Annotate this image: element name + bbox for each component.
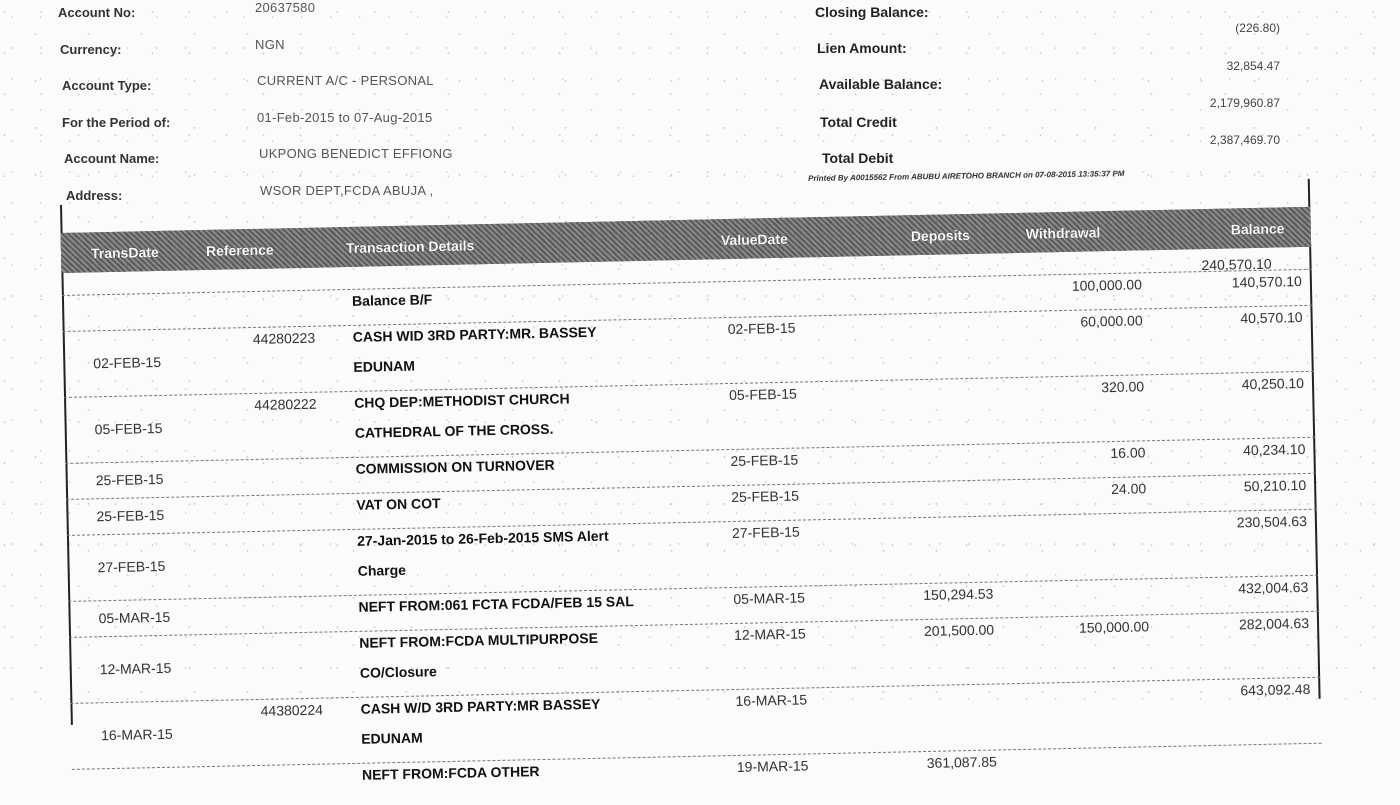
- cell-value-date: 05-MAR-15: [733, 589, 806, 607]
- cell-deposit: [842, 520, 992, 523]
- header-details: Transaction Details: [345, 237, 475, 257]
- cell-balance: 432,004.63: [1238, 578, 1309, 597]
- cell-details-line: VAT ON COT: [356, 495, 441, 513]
- account-field-value: CURRENT A/C - PERSONAL: [257, 73, 434, 88]
- cell-details-line: EDUNAM: [361, 729, 423, 747]
- cell-details-line: NEFT FROM:FCDA MULTIPURPOSE: [359, 629, 599, 651]
- account-field-label: Account Name:: [64, 151, 160, 166]
- header-reference: Reference: [205, 241, 274, 259]
- cell-details-line: EDUNAM: [353, 357, 416, 375]
- cell-balance: 140,570.10: [1231, 273, 1303, 291]
- account-field-label: Currency:: [60, 41, 122, 57]
- cell-value-date: 27-FEB-15: [731, 523, 800, 541]
- cell-withdrawal: 16.00: [1110, 444, 1146, 462]
- cell-balance: 282,004.63: [1238, 614, 1310, 633]
- summary-field-value: 32,854.47: [1226, 59, 1280, 73]
- account-field-value: 20637580: [255, 0, 316, 15]
- header-value-date: ValueDate: [720, 230, 788, 249]
- cell-deposit: 201,500.00: [923, 621, 995, 639]
- cell-trans-date: 02-FEB-15: [93, 353, 162, 372]
- summary-field-value: (226.80): [1235, 21, 1280, 35]
- cell-reference: 44380224: [260, 701, 324, 719]
- cell-value-date: 02-FEB-15: [727, 319, 796, 338]
- summary-field-label: Total Credit: [820, 114, 897, 130]
- cell-trans-date: 25-FEB-15: [95, 470, 164, 489]
- summary-field-label: Closing Balance:: [815, 4, 929, 20]
- cell-deposit: [841, 484, 991, 487]
- opening-balance: 240,570.10: [1201, 255, 1272, 274]
- cell-details-line: 27-Jan-2015 to 26-Feb-2015 SMS Alert: [356, 527, 609, 549]
- cell-balance: 40,250.10: [1241, 374, 1305, 393]
- cell-trans-date: 27-FEB-15: [97, 557, 166, 576]
- cell-balance: 40,234.10: [1242, 440, 1306, 459]
- cell-trans-date: 12-MAR-15: [99, 659, 172, 678]
- cell-details-line: COMMISSION ON TURNOVER: [355, 456, 555, 477]
- cell-value-date: 25-FEB-15: [730, 451, 799, 470]
- cell-withdrawal: [1002, 750, 1152, 753]
- cell-trans-date: 05-FEB-15: [94, 419, 163, 438]
- cell-balance: 643,092.48: [1240, 680, 1311, 699]
- cell-details-line: CASH W/D 3RD PARTY:MR BASSEY: [360, 695, 601, 717]
- account-field-label: Address:: [66, 187, 123, 203]
- cell-withdrawal: 320.00: [1101, 378, 1145, 396]
- cell-value-date: 12-MAR-15: [733, 625, 806, 643]
- cell-balance: [1162, 747, 1312, 750]
- cell-deposit: [838, 316, 988, 319]
- cell-balance: 40,570.10: [1240, 309, 1303, 327]
- cell-reference: 44280222: [254, 395, 317, 413]
- cell-withdrawal: [997, 516, 1147, 519]
- account-field-label: Account No:: [58, 5, 136, 20]
- cell-details-line: Balance B/F: [351, 291, 433, 309]
- cell-balance: 50,210.10: [1243, 476, 1307, 495]
- cell-deposit: 150,294.53: [923, 585, 994, 604]
- cell-deposit: [837, 280, 987, 283]
- cell-value-date: 16-MAR-15: [735, 691, 808, 709]
- cell-details-line: CATHEDRAL OF THE CROSS.: [354, 420, 554, 441]
- cell-trans-date: 25-FEB-15: [96, 506, 165, 525]
- cell-details-line: CO/Closure: [359, 663, 438, 681]
- summary-field-label: Total Debit: [822, 150, 894, 166]
- cell-deposit: [839, 382, 989, 385]
- header-balance: Balance: [1230, 220, 1285, 238]
- account-field-value: UKPONG BENEDICT EFFIONG: [259, 146, 453, 161]
- cell-withdrawal: [1000, 684, 1150, 687]
- cell-value-date: 19-MAR-15: [736, 757, 809, 775]
- cell-withdrawal: 60,000.00: [1080, 312, 1143, 330]
- account-field-label: Account Type:: [62, 78, 152, 93]
- summary-field-value: 2,387,469.70: [1209, 133, 1280, 147]
- cell-withdrawal: 150,000.00: [1078, 618, 1150, 636]
- cell-value-date: 25-FEB-15: [731, 487, 800, 506]
- transactions-table: [60, 179, 1321, 783]
- cell-deposit: [845, 688, 995, 691]
- cell-withdrawal: [998, 582, 1148, 585]
- header-deposits: Deposits: [910, 226, 971, 245]
- cell-trans-date: 05-MAR-15: [98, 608, 171, 627]
- cell-deposit: [840, 448, 990, 451]
- cell-reference: 44280223: [252, 329, 316, 347]
- cell-trans-date: 16-MAR-15: [100, 725, 173, 744]
- cell-value-date: 05-FEB-15: [728, 385, 797, 404]
- account-field-value: WSOR DEPT,FCDA ABUJA ,: [260, 182, 434, 198]
- account-field-value: 01-Feb-2015 to 07-Aug-2015: [257, 109, 433, 125]
- cell-details-line: CHQ DEP:METHODIST CHURCH: [354, 390, 570, 411]
- summary-field-label: Lien Amount:: [817, 40, 907, 56]
- cell-details-line: NEFT FROM:FCDA OTHER: [361, 763, 540, 783]
- cell-details-line: CASH WID 3RD PARTY:MR. BASSEY: [352, 323, 597, 345]
- account-field-label: For the Period of:: [62, 114, 171, 130]
- summary-field-label: Available Balance:: [819, 76, 943, 92]
- cell-details-line: Charge: [357, 561, 407, 579]
- printed-by-line: Printed By A0015562 From ABUBU AIRETOHO BRANCH on 07-08-2015 13:35:37 PM: [808, 169, 1125, 183]
- cell-details-line: NEFT FROM:061 FCTA FCDA/FEB 15 SAL: [358, 593, 634, 615]
- account-field-value: NGN: [255, 36, 285, 52]
- header-withdrawal: Withdrawal: [1025, 224, 1101, 242]
- summary-field-value: 2,179,960.87: [1209, 96, 1280, 110]
- header-trans-date: TransDate: [90, 243, 159, 262]
- cell-deposit: 361,087.85: [926, 753, 998, 771]
- cell-balance: 230,504.63: [1236, 512, 1308, 531]
- cell-withdrawal: 100,000.00: [1071, 276, 1143, 294]
- cell-withdrawal: 24.00: [1110, 480, 1147, 498]
